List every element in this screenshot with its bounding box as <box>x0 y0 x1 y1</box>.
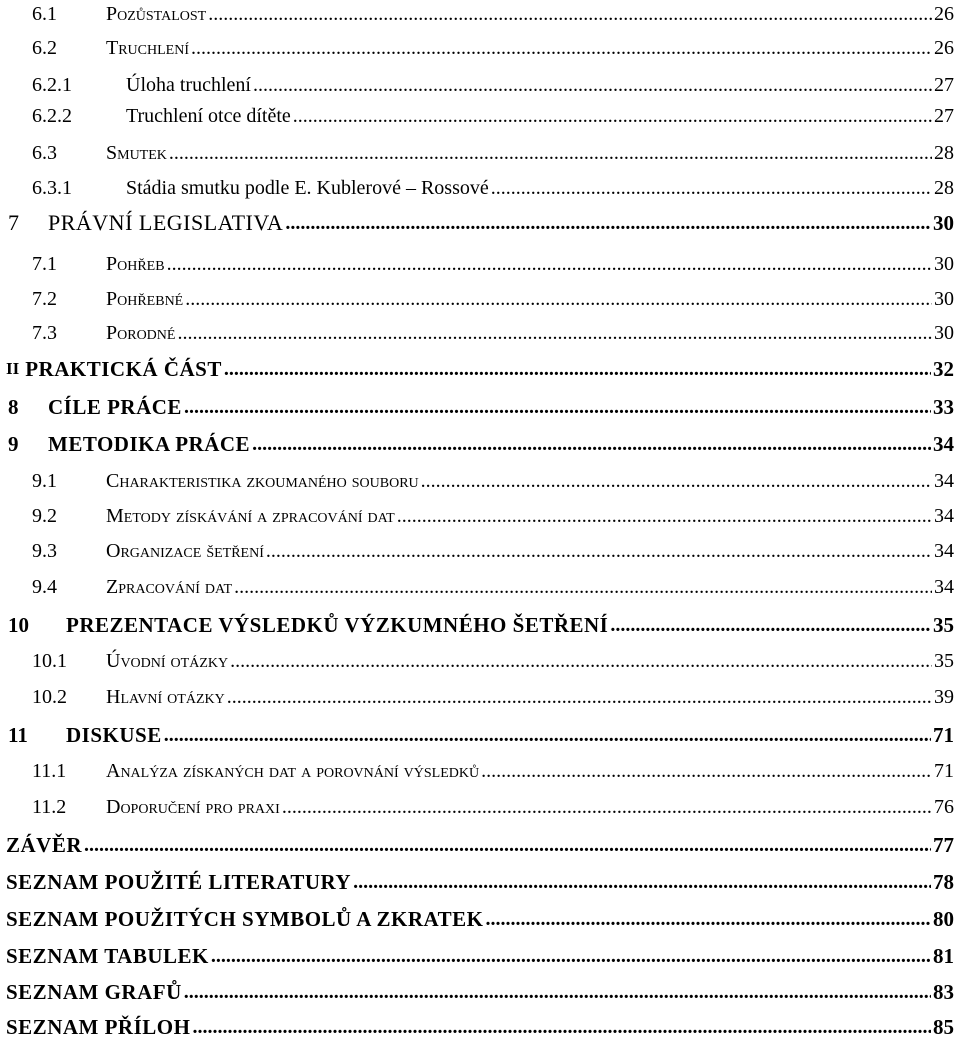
toc-entry-page: 26 <box>934 36 954 59</box>
toc-entry[interactable] <box>0 31 954 65</box>
toc-entry-number: 10.1 <box>32 649 67 672</box>
toc-entry[interactable] <box>0 534 954 568</box>
toc-entry-number: 9.1 <box>32 469 57 492</box>
toc-entry-number: 6.3 <box>32 141 57 164</box>
toc-entry[interactable] <box>0 68 954 102</box>
toc-entry[interactable] <box>0 902 954 936</box>
toc-entry-number: 9 <box>8 431 19 456</box>
toc-entry[interactable] <box>0 427 954 461</box>
toc-entry-page: 27 <box>934 104 954 127</box>
toc-entry[interactable] <box>0 828 954 862</box>
dot-leader <box>184 981 931 1004</box>
toc-entry-title: Organizace šetření <box>106 539 264 562</box>
toc-entry-title: SEZNAM TABULEK <box>6 943 209 968</box>
toc-entry[interactable] <box>0 718 954 752</box>
toc-entry[interactable] <box>0 644 954 678</box>
toc-entry-page: 28 <box>934 141 954 164</box>
toc-entry-page: 27 <box>934 73 954 96</box>
toc-entry-page: 34 <box>934 469 954 492</box>
toc-entry-page: 78 <box>933 869 954 894</box>
toc-entry-number: 7.3 <box>32 321 57 344</box>
toc-entry-page: 71 <box>933 722 954 747</box>
toc-entry-number: 11 <box>8 722 28 747</box>
dot-leader <box>252 433 931 456</box>
dot-leader <box>293 105 932 128</box>
toc-entry-number: 6.2.2 <box>32 104 72 127</box>
dot-leader <box>266 540 932 563</box>
toc-entry-title: SEZNAM PŘÍLOH <box>6 1014 191 1039</box>
toc-entry[interactable] <box>0 99 954 133</box>
toc-entry-number: 10.2 <box>32 685 67 708</box>
toc-entry-page: 77 <box>933 832 954 857</box>
toc-entry[interactable] <box>0 206 954 240</box>
toc-entry-title: Pozůstalost <box>106 2 207 25</box>
toc-entry-page: 34 <box>934 575 954 598</box>
toc-entry[interactable] <box>0 865 954 899</box>
toc-entry-number: 7.2 <box>32 287 57 310</box>
toc-entry[interactable] <box>0 570 954 604</box>
dot-leader <box>285 212 931 235</box>
toc-entry-title: Úloha truchlení <box>126 73 251 96</box>
dot-leader <box>177 322 932 345</box>
toc-entry-number: 6.1 <box>32 2 57 25</box>
toc-entry-number: 9.3 <box>32 539 57 562</box>
toc-entry-title: DISKUSE <box>66 722 162 747</box>
toc-entry-title: Úvodní otázky <box>106 649 229 672</box>
dot-leader <box>227 686 932 709</box>
toc-entry-title: Analýza získaných dat a porovnání výsledků <box>106 759 480 782</box>
toc-entry[interactable] <box>0 247 954 281</box>
toc-entry-number: 11.1 <box>32 759 67 782</box>
dot-leader <box>353 871 931 894</box>
toc-entry-page: 30 <box>933 210 954 235</box>
dot-leader <box>282 796 932 819</box>
toc-entry-title: Truchlení otce dítěte <box>126 104 291 127</box>
toc-entry[interactable] <box>0 352 954 386</box>
toc-entry-number: 8 <box>8 394 19 419</box>
toc-entry-page: 34 <box>933 431 954 456</box>
toc-entry-title: Hlavní otázky <box>106 685 225 708</box>
toc-entry[interactable] <box>0 171 954 205</box>
toc-entry-page: 34 <box>934 539 954 562</box>
dot-leader <box>397 505 932 528</box>
toc-entry-page: 76 <box>934 795 954 818</box>
toc-entry-page: 35 <box>934 649 954 672</box>
dot-leader <box>421 470 932 493</box>
toc-entry-title: SEZNAM POUŽITÉ LITERATURY <box>6 869 352 894</box>
toc-entry-page: 83 <box>933 979 954 1004</box>
toc-entry-page: 32 <box>933 356 954 381</box>
toc-entry[interactable] <box>0 464 954 498</box>
toc-entry-number: 9.2 <box>32 504 57 527</box>
toc-entry-title: Porodné <box>106 321 176 344</box>
dot-leader <box>164 724 931 747</box>
toc-entry-title: Doporučení pro praxi <box>106 795 280 818</box>
toc-entry-page: 81 <box>933 943 954 968</box>
toc-entry-page: 30 <box>934 321 954 344</box>
toc-entry-title: CÍLE PRÁCE <box>48 394 182 419</box>
toc-entry-page: 80 <box>933 906 954 931</box>
dot-leader <box>191 37 932 60</box>
toc-entry-number: 7.1 <box>32 252 57 275</box>
toc-entry-number: 10 <box>8 612 29 637</box>
toc-entry-page: 35 <box>933 612 954 637</box>
toc-entry-number: 7 <box>8 210 19 235</box>
toc-entry[interactable] <box>0 939 954 973</box>
dot-leader <box>184 396 931 419</box>
dot-leader <box>192 1016 931 1039</box>
toc-entry-page: 30 <box>934 287 954 310</box>
toc-entry-title: Truchlení <box>106 36 189 59</box>
toc-entry-page: 39 <box>934 685 954 708</box>
dot-leader <box>486 908 931 931</box>
toc-entry[interactable] <box>0 390 954 424</box>
toc-entry-page: 28 <box>934 176 954 199</box>
toc-entry-number: 6.2 <box>32 36 57 59</box>
toc-entry[interactable] <box>0 680 954 714</box>
toc-entry-title: Smutek <box>106 141 167 164</box>
toc-entry[interactable] <box>0 499 954 533</box>
toc-entry-page: 33 <box>933 394 954 419</box>
toc-entry-number: 11.2 <box>32 795 67 818</box>
dot-leader <box>234 576 932 599</box>
dot-leader <box>211 945 931 968</box>
dot-leader <box>167 253 932 276</box>
toc-entry-title: Zpracování dat <box>106 575 233 598</box>
toc-entry-page: 71 <box>934 759 954 782</box>
toc-entry-number: 9.4 <box>32 575 57 598</box>
toc-entry-title: Stádia smutku podle E. Kublerové – Rossové <box>126 176 489 199</box>
toc-entry[interactable] <box>0 790 954 824</box>
toc-entry[interactable] <box>0 608 954 642</box>
toc-entry[interactable] <box>0 316 954 350</box>
dot-leader <box>491 177 932 200</box>
toc-entry-page: 34 <box>934 504 954 527</box>
toc-entry-page: 26 <box>934 2 954 25</box>
dot-leader <box>481 760 932 783</box>
dot-leader <box>84 834 931 857</box>
toc-entry-title: Charakteristika zkoumaného souboru <box>106 469 419 492</box>
toc-entry-title: SEZNAM GRAFŮ <box>6 979 182 1004</box>
toc-entry[interactable] <box>0 282 954 316</box>
toc-entry[interactable] <box>0 136 954 170</box>
dot-leader <box>610 614 931 637</box>
dot-leader <box>169 142 932 165</box>
toc-entry-title: METODIKA PRÁCE <box>48 431 251 456</box>
toc-entry[interactable] <box>0 754 954 788</box>
toc-entry-title: Pohřeb <box>106 252 165 275</box>
dot-leader <box>230 650 932 673</box>
toc-entry-page: 85 <box>933 1014 954 1039</box>
toc-entry-title: PREZENTACE VÝSLEDKŮ VÝZKUMNÉHO ŠETŘENÍ <box>66 612 609 637</box>
toc-entry-number: 6.2.1 <box>32 73 72 96</box>
toc-entry-title: ZÁVĚR <box>6 832 83 857</box>
toc-entry-title: Pohřebné <box>106 287 184 310</box>
toc-entry-page: 30 <box>934 252 954 275</box>
toc-entry[interactable] <box>0 0 954 31</box>
toc-entry-number: II <box>6 359 20 378</box>
toc-entry-title: SEZNAM POUŽITÝCH SYMBOLŮ A ZKRATEK <box>6 906 484 931</box>
toc-entry-title: Metody získávání a zpracování dat <box>106 504 395 527</box>
toc-entry-title: PRAKTICKÁ ČÁST <box>25 356 222 381</box>
toc-entry-number: 6.3.1 <box>32 176 72 199</box>
dot-leader <box>208 3 932 26</box>
dot-leader <box>253 74 932 97</box>
dot-leader <box>185 288 932 311</box>
dot-leader <box>224 358 931 381</box>
toc-entry-title: PRÁVNÍ LEGISLATIVA <box>48 210 284 235</box>
toc-entry[interactable] <box>0 975 954 1009</box>
